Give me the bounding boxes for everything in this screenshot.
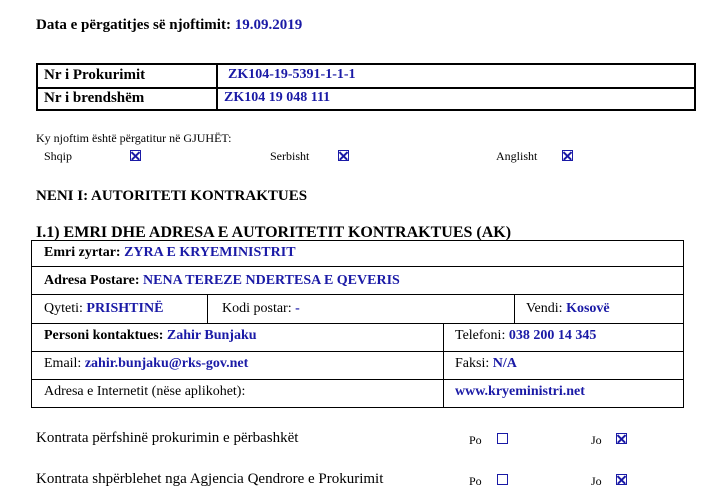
joint-procurement-yes-label: Po <box>469 433 482 447</box>
central-agency-no-checkbox[interactable] <box>616 474 627 485</box>
website-value[interactable]: www.kryeministri.net <box>455 384 585 399</box>
procurement-number-value: ZK104-19-5391-1-1-1 <box>228 67 356 82</box>
language-label-serbian: Serbisht <box>270 149 310 163</box>
email-label: Email: <box>44 356 82 371</box>
website-value-cell <box>455 384 585 400</box>
postal-address-value: NENA TEREZE NDERTESA E QEVERIS <box>143 273 400 288</box>
postal-code-cell <box>222 301 300 317</box>
joint-procurement-no-checkbox[interactable] <box>616 433 627 444</box>
central-agency-yes-checkbox[interactable] <box>497 474 508 485</box>
phone-value: 038 200 14 345 <box>508 328 597 343</box>
fax-cell <box>455 356 517 372</box>
city-value: PRISHTINË <box>86 301 164 316</box>
city-cell <box>44 301 163 317</box>
country-label: Vendi: <box>526 301 563 316</box>
prep-date-line <box>36 17 302 34</box>
postal-code-label: Kodi postar: <box>222 301 292 316</box>
country-cell <box>526 301 610 317</box>
email-value[interactable]: zahir.bunjaku@rks-gov.net <box>84 356 249 371</box>
language-intro: Ky njoftim është përgatitur në GJUHËT: <box>36 131 232 145</box>
procurement-number-label: Nr i Prokurimit <box>44 67 146 83</box>
fax-value: N/A <box>492 356 517 371</box>
official-name-label: Emri zyrtar <box>44 245 116 260</box>
joint-procurement-question: Kontrata përfshinë prokurimin e përbashkët <box>36 430 299 446</box>
language-checkbox-english[interactable] <box>562 150 573 161</box>
city-label: Qyteti: <box>44 301 83 316</box>
language-checkbox-serbian[interactable] <box>338 150 349 161</box>
joint-procurement-yes-checkbox[interactable] <box>497 433 508 444</box>
phone-cell <box>455 328 596 344</box>
contact-person-value: Zahir Bunjaku <box>166 328 257 343</box>
internal-number-value: ZK104 19 048 111 <box>224 90 331 105</box>
central-agency-question: Kontrata shpërblehet nga Agjencia Qendrore e Prokurimit <box>36 471 384 487</box>
authority-table <box>31 240 684 408</box>
email-cell <box>44 356 248 372</box>
website-label-cell <box>44 384 245 400</box>
internal-number-label: Nr i brendshëm <box>44 90 145 106</box>
country-value: Kosovë <box>566 301 610 316</box>
official-name-row: Emri zyrtar: ZYRA E KRYEMINISTRIT <box>44 245 296 260</box>
procurement-number-table <box>36 63 696 111</box>
fax-label: Faksi: <box>455 356 490 371</box>
official-name-value: ZYRA E KRYEMINISTRIT <box>124 245 296 260</box>
procurement-number-row <box>38 65 694 89</box>
prep-date-label: Data e përgatitjes së njoftimit: <box>36 17 231 33</box>
section-title: NENI I: AUTORITETI KONTRAKTUES <box>36 188 308 204</box>
language-label-albanian: Shqip <box>44 149 73 163</box>
phone-label: Telefoni: <box>455 328 506 343</box>
language-label-english: Anglisht <box>496 149 538 163</box>
section-subtitle: I.1) EMRI DHE ADRESA E AUTORITETIT KONTRAKTUES (AK) <box>36 224 512 241</box>
central-agency-yes-label: Po <box>469 474 482 488</box>
contact-person-label: Personi kontaktues: <box>44 328 164 343</box>
postal-code-value: - <box>295 301 300 316</box>
postal-address-row: Adresa Postare: NENA TEREZE NDERTESA E QEVERIS <box>44 273 400 288</box>
language-checkbox-albanian[interactable] <box>130 150 141 161</box>
prep-date-value: 19.09.2019 <box>234 17 303 33</box>
joint-procurement-no-label: Jo <box>591 433 602 447</box>
website-label: Adresa e Internetit (nëse aplikohet): <box>44 384 246 399</box>
contact-person-cell <box>44 328 257 344</box>
internal-number-row <box>38 88 694 110</box>
central-agency-no-label: Jo <box>591 474 602 488</box>
postal-address-label: Adresa Postare <box>44 273 135 288</box>
